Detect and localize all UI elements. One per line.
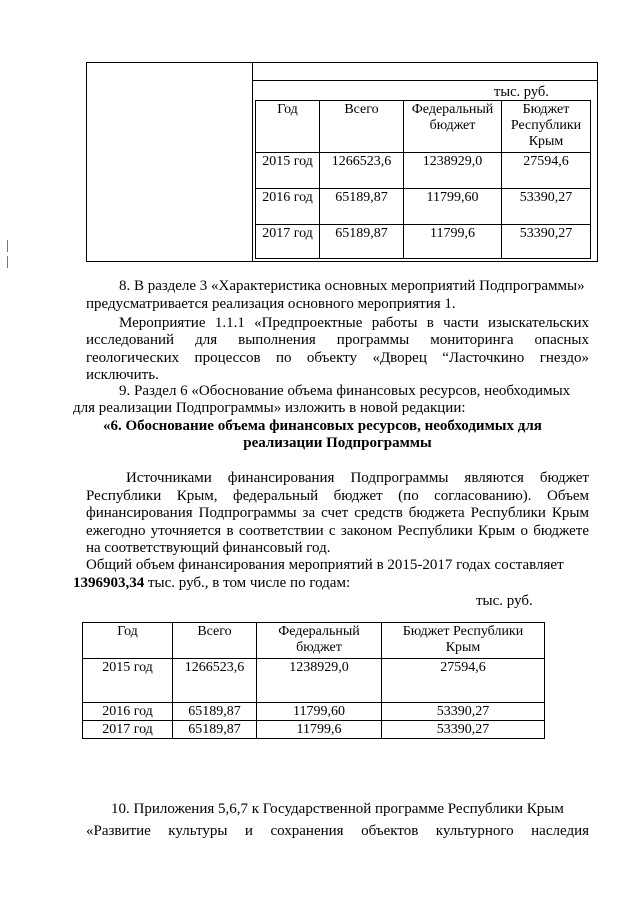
unit-label-2: тыс. руб.: [476, 593, 533, 609]
cell-federal: 11799,6: [257, 721, 382, 739]
binder-mark: [7, 240, 8, 252]
funding-table-2: [82, 622, 545, 739]
header-year: Год: [256, 101, 320, 153]
binder-mark: [7, 256, 8, 268]
cell-crimea: 53390,27: [382, 721, 545, 739]
cell-federal: 11799,60: [404, 189, 502, 225]
table-row: [83, 721, 545, 739]
section6-heading-line2: реализации Подпрограммы: [243, 435, 432, 451]
item10-line2: «Развитие культуры и сохранения объектов культурного наследия: [86, 823, 589, 839]
item8-line3: Мероприятие 1.1.1 «Предпроектные работы в части изыскательских: [119, 315, 589, 331]
item8-line5: геологических процессов по объекту «Дворец “Ласточкино гнездо»: [86, 350, 589, 366]
funding-table-1: [255, 100, 591, 259]
table-header-row: [256, 101, 591, 153]
cell-year: 2015 год: [83, 659, 173, 703]
outer-table-row-line: [252, 80, 598, 81]
cell-total: 65189,87: [320, 225, 404, 259]
table-row: [256, 189, 591, 225]
cell-year: 2017 год: [83, 721, 173, 739]
cell-crimea: 53390,27: [382, 703, 545, 721]
cell-crimea: 53390,27: [502, 225, 591, 259]
item8-line2: предусматривается реализация основного мероприятия 1.: [86, 296, 456, 312]
total-line2-rest: тыс. руб., в том числе по годам:: [144, 575, 351, 591]
item9-line1: 9. Раздел 6 «Обоснование объема финансовых ресурсов, необходимых: [119, 383, 571, 399]
cell-year: 2017 год: [256, 225, 320, 259]
cell-total: 65189,87: [173, 721, 257, 739]
sources-line1: Источниками финансирования Подпрограммы являются бюджет: [126, 470, 589, 486]
table-row: [256, 225, 591, 259]
item8-line1: 8. В разделе 3 «Характеристика основных мероприятий Подпрограммы»: [119, 278, 585, 294]
item10-line1: 10. Приложения 5,6,7 к Государственной программе Республики Крым: [111, 801, 564, 817]
item8-line4: исследований для выполнения программы мониторинга опасных: [86, 332, 589, 348]
cell-year: 2015 год: [256, 153, 320, 189]
cell-federal: 1238929,0: [404, 153, 502, 189]
header-total: Всего: [320, 101, 404, 153]
total-line2: [73, 575, 350, 592]
cell-total: 1266523,6: [320, 153, 404, 189]
cell-year: 2016 год: [83, 703, 173, 721]
header-total: Всего: [173, 623, 257, 659]
total-amount: 1396903,34: [73, 575, 145, 591]
header-federal: Федеральный бюджет: [257, 623, 382, 659]
cell-crimea: 53390,27: [502, 189, 591, 225]
section6-heading-line1: «6. Обоснование объема финансовых ресурсов, необходимых для: [103, 418, 542, 434]
cell-total: 65189,87: [320, 189, 404, 225]
header-year: Год: [83, 623, 173, 659]
header-crimea: Бюджет Республики Крым: [502, 101, 591, 153]
sources-line3: финансирования Подпрограммы за счет средств бюджета Республики Крым: [86, 505, 589, 521]
cell-total: 65189,87: [173, 703, 257, 721]
outer-table-divider: [252, 62, 253, 262]
cell-federal: 11799,60: [257, 703, 382, 721]
cell-crimea: 27594,6: [382, 659, 545, 703]
unit-label-1: тыс. руб.: [494, 84, 549, 100]
header-federal: Федеральный бюджет: [404, 101, 502, 153]
table-row: [83, 659, 545, 703]
header-crimea: Бюджет Республики Крым: [382, 623, 545, 659]
sources-line5: на соответствующий финансовый год.: [86, 540, 331, 556]
cell-year: 2016 год: [256, 189, 320, 225]
table-row: [83, 703, 545, 721]
table-header-row: [83, 623, 545, 659]
cell-federal: 1238929,0: [257, 659, 382, 703]
cell-crimea: 27594,6: [502, 153, 591, 189]
table-row: [256, 153, 591, 189]
cell-federal: 11799,6: [404, 225, 502, 259]
cell-total: 1266523,6: [173, 659, 257, 703]
item9-line2: для реализации Подпрограммы» изложить в новой редакции:: [73, 400, 466, 416]
sources-line2: Республики Крым, федеральный бюджет (по согласованию). Объем: [86, 488, 589, 504]
total-line1: Общий объем финансирования мероприятий в 2015-2017 годах составляет: [86, 557, 564, 573]
item8-line6: исключить.: [86, 367, 159, 383]
sources-line4: ежегодно уточняется в соответствии с законом Республики Крым о бюджете: [86, 523, 589, 539]
